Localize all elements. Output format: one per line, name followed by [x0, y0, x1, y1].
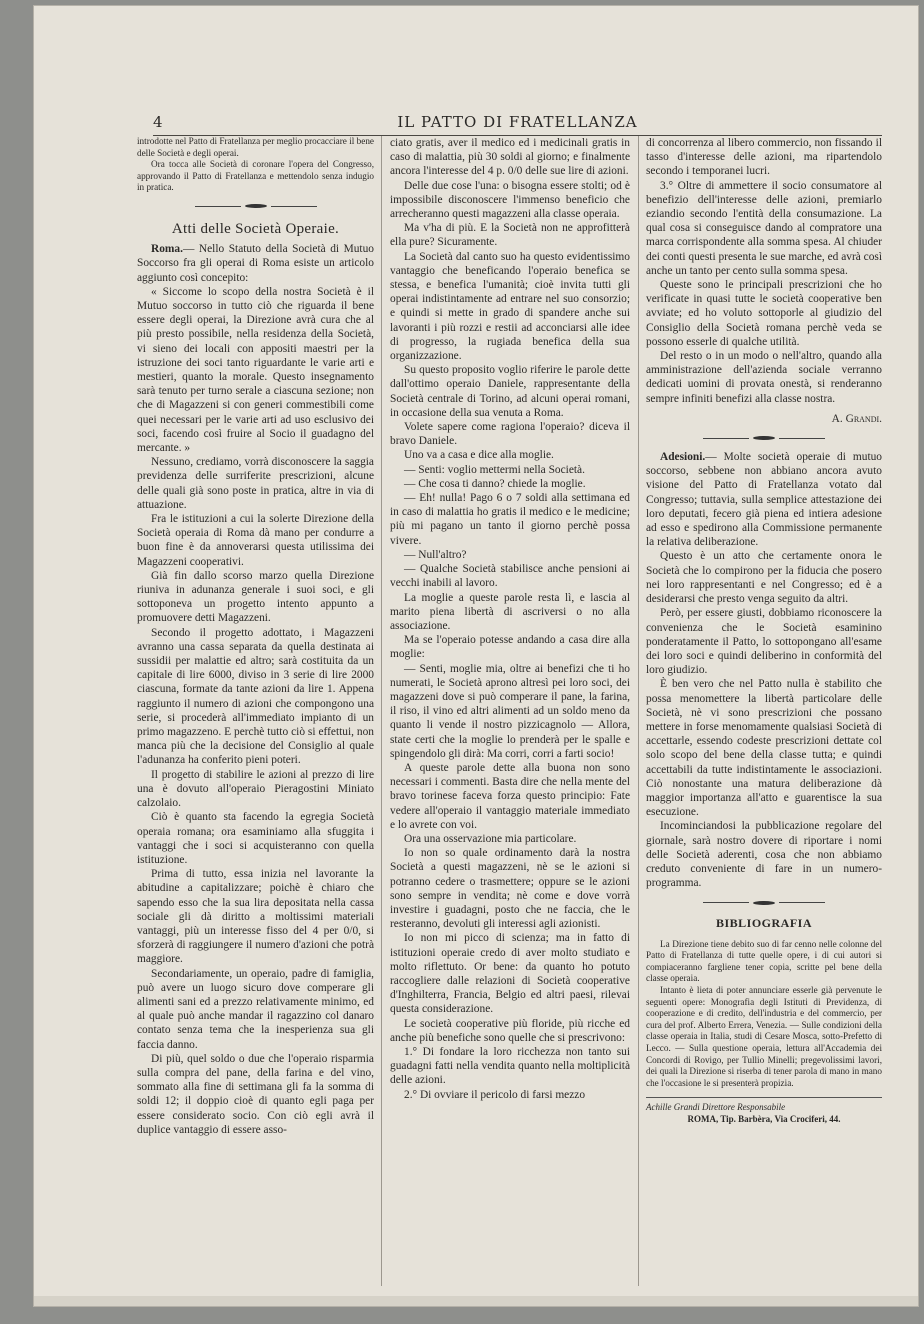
column-divider — [638, 136, 639, 1286]
masthead-title: IL PATTO DI FRATELLANZA — [397, 113, 638, 131]
article-paragraph: 3.° Oltre di ammettere il socio consumatore al benefizio dell'interesse delle azioni, premiarlo eziandio secondo l'entità della consumazione. La qual cosa si conseguisce dando al compratore una marca corrispondente alla somma spesa. Al chiuder dei conti questi presenta le sue marche, ed avrà così anche un tanto per cento sulla somma spesa. — [646, 179, 882, 277]
column-divider — [381, 136, 382, 1286]
article-paragraph: Prima di tutto, essa inizia nel lavorante la abitudine a capitalizzare; poichè è chiaro che sapendo esso che la sua lira depositata nella cassa sociale gli dà diritto a moltissimi materiali vantaggi, più un interesse fisso del 4 per 0/0, si sforzerà di raggiungere il numero d'azioni che potrà maggiore. — [137, 868, 374, 966]
page-header — [153, 113, 882, 136]
article-paragraph: Su questo proposito voglio riferire le parole dette dall'ottimo operaio Daniele, rappresentante della Società centrale di Torino, ad alcuni operai romani, in occasione della sua venuta a Roma. — [390, 364, 630, 419]
article-paragraph: Roma.— Nello Statuto della Società di Mutuo Soccorso fra gli operai di Roma esiste un articolo aggiunto così concepito: — [137, 243, 374, 284]
article-paragraph: — Che cosa ti danno? chiede la moglie. — [404, 477, 586, 490]
page-number: 4 — [153, 113, 163, 131]
article-paragraph: di concorrenza al libero commercio, non fissando il tasso d'interesse delle azioni, ma ripartendolo secondo i temporanei lucri. — [646, 137, 882, 178]
article-paragraph: Nessuno, crediamo, vorrà disconoscere la saggia previdenza delle surriferite prescrizioni, alcune delle quali già sono poste in pratica, altre in via di attuazione. — [137, 456, 374, 511]
article-paragraph: Io non so quale ordinamento darà la nostra Società a questi magazzeni, nè se le azioni si potranno cedere o trasmettere; oppure se le azioni sono sempre in vendita; nè come e dove vorrà investire i guadagni, posto che ne faccia, che le resteranno, devoluti gli interessi agli azionisti. — [390, 847, 630, 931]
ornament-divider — [646, 898, 882, 906]
imprint — [646, 1097, 882, 1125]
article-paragraph: La Società dal canto suo ha questo evidentissimo vantaggio che beneficando l'operaio benefica se stessa, e benefica l'umanità; cioè invita tutti gli operai indistintamente ad entrare nel suo consorzio; e quindi si mette in grado di spandere anche sui lavoranti i più rozzi e restii ad acconciarsi alle idee di progresso, la rugiada benefica della sua organizzazione. — [390, 250, 630, 363]
article-paragraph: Il progetto di stabilire le azioni al prezzo di lire una è dovuto all'operaio Pieragostini Miniato calzolaio. — [137, 768, 374, 810]
article-paragraph: Volete sapere come ragiona l'operaio? diceva il bravo Daniele. — [390, 421, 630, 448]
article-paragraph: 1.° Di fondare la loro ricchezza non tanto sui guadagni fatti nella vendita quanto nella moltiplicità delle azioni. — [390, 1046, 630, 1087]
article-paragraph: A queste parole dette alla buona non sono necessari i commenti. Basta dire che nella mente del bravo torinese faceva forza questo principio: Fate vedere all'operaio il vantaggio materiale immediato e lo avrete con voi. — [390, 761, 630, 831]
article-paragraph: Però, per essere giusti, dobbiamo riconoscere la convenienza che le Società esaminino ponderatamente il Patto, lo sottopongano all'esame dei loro soci e quindi deliberino in conformità del loro giudizio. — [646, 607, 882, 677]
lead-word: Roma. — [151, 243, 183, 256]
article-paragraph: — Eh! nulla! Pago 6 o 7 soldi alla settimana ed in caso di malattia ho gratis il medico e le medicine; più mi pagano un tanto il giorno perchè possa vivere. — [390, 492, 630, 547]
lead-word: Adesioni. — [660, 451, 706, 464]
author-signature: A. Grandi. — [831, 412, 882, 425]
article-paragraph: Ma se l'operaio potesse andando a casa dire alla moglie: — [390, 634, 630, 661]
article-paragraph: La moglie a queste parole resta lì, e lascia al marito piena libertà di ascriversi o no alla associazione. — [390, 591, 630, 632]
bibliography-paragraph: Intanto è lieta di poter annunciare esserle già pervenute le seguenti opere: Monografia degli Istituti di Previdenza, di cooperazione e di credito, dell'industria e del commercio, per cura del prof. Alberto Errera, Venezia. — Sulle condizioni della classe operaia in Italia, studi di Cesare Mosca, sotto-Prefetto di Lecco. — Sulla questione operaia, lettura all'Accademia dei Concordi di Rovigo, per Tullio Minelli; pregevolissimi lavori, dei quali la Direzione si riserba di tener parola di mano in mano che l'occasione le si presenterà propizia. — [646, 984, 882, 1088]
article-paragraph: Questo è un atto che certamente onora le Società che lo compirono per la fiducia che posero nei loro rappresentanti e nel Congresso; ed è a desiderarsi che presto venga seguito da altri. — [646, 550, 882, 606]
imprint-editor: Achille Grandi Direttore Responsabile — [646, 1102, 786, 1113]
article-paragraph: Incominciandosi la pubblicazione regolare del giornale, sarà nostro dovere di riportare i nomi delle Società aderenti, cosa che non abbiamo creduto conveniente di fare in un numero-programma. — [646, 820, 882, 890]
article-paragraph: — Senti, moglie mia, oltre ai benefizi che ti ho numerati, le Società aprono altresì pei loro soci, dei magazzeni dove si può comperare il pane, la farina, il riso, il vino ed altri alimenti ad un soldo meno da quanto li vende il nostro pizzicagnolo — Allora, state certi che la moglie lo prenderà per le spalle e spingendolo gli dirà: Ma corri, corri a farti socio! — [390, 662, 630, 760]
article-paragraph: ciato gratis, aver il medico ed i medicinali gratis in caso di malattia, più 30 soldi al giorno; e finalmente ancora l'interesse del 4 p. 0/0 delle sue lire di azioni. — [390, 137, 630, 178]
article-paragraph: Ora una osservazione mia particolare. — [404, 832, 577, 845]
article-paragraph: 2.° Di ovviare il pericolo di farsi mezzo — [404, 1088, 586, 1101]
intro-paragraph: Ora tocca alle Società di coronare l'opera del Congresso, approvando il Patto di Fratellanza e mettendolo senza indugio in pratica. — [137, 159, 374, 193]
article-paragraph: Io non mi picco di scienza; ma in fatto di istituzioni operaie credo di aver molto studiato e molto riflettuto. Or bene: da quanto ho potuto raccogliere dalle relazioni di Società cooperative d'Inghilterra, Francia, Belgio ed altri paesi, rilevai questa considerazione. — [390, 932, 630, 1016]
section-title: Atti delle Società Operaie. — [171, 220, 340, 237]
article-paragraph: Del resto o in un modo o nell'altro, quando alla amministrazione dell'azienda sociale verranno dedicati uomini di provata onestà, si renderanno sempre infiniti benefizi alla classe nostra. — [646, 350, 882, 405]
intro-paragraph: introdotte nel Patto di Fratellanza per meglio procacciare il bene delle Società e degli operai. — [137, 136, 374, 158]
article-paragraph: Uno va a casa e dice alla moglie. — [404, 449, 554, 462]
imprint-printer: ROMA, Tip. Barbèra, Via Crociferi, 44. — [687, 1114, 841, 1125]
article-paragraph: Fra le istituzioni a cui la solerte Direzione della Società operaia di Roma dà mano per condurre a buon fine è da annoverarsi questa utilissima dei Magazzeni cooperativi. — [137, 513, 374, 568]
article-paragraph: Le società cooperative più floride, più ricche ed anche più benefiche sono quelle che si prescrivono: — [390, 1017, 630, 1044]
article-paragraph: Ma v'ha di più. E la Società non ne approfitterà ella pure? Sicuramente. — [390, 222, 630, 249]
article-paragraph: Adesioni.— Molte società operaie di mutuo soccorso, sebbene non abbiano ancora avuto visione del Patto di Fratellanza votato dal Congresso; tuttavia, sulla semplice attestazione dei loro deputati, fecero già piena ed intiera adesione ad esso e spedirono alla Commissione permanente la relativa deliberazione. — [646, 451, 882, 549]
article-paragraph: Secondariamente, un operaio, padre di famiglia, può avere un luogo sicuro dove comperare gli alimenti sani ed a prezzo relativamente minimo, ed al quale può anche mandar il ragazzino col danaro contato senza tema che la inesperienza sua gli faccia danno. — [137, 967, 374, 1051]
article-paragraph: — Null'altro? — [404, 548, 467, 561]
article-paragraph: È ben vero che nel Patto nulla è stabilito che possa menomettere la libertà particolare delle Società, nè vi sono prescrizioni che possano mettere in forse menomamente qualsiasi Società di accettarle, essendo codeste prescrizioni dettate col solo scopo del bene della classe tutta; e quindi accettabili da tutte indistintamente le associazioni. Ciò nonostante una matura deliberazione dà maggior importanza all'atto e guarentisce la sua esecuzione. — [646, 678, 882, 819]
bibliography-paragraph: La Direzione tiene debito suo di far cenno nelle colonne del Patto di Fratellanza di tutte quelle opere, i di cui autori si compiaceranno fargliene tener copia, scritte pel bene della classe operaia. — [646, 938, 882, 984]
article-paragraph: Già fin dallo scorso marzo quella Direzione riuniva in adunanza generale i suoi soci, e gli sottoponeva un progetto intento appunto a promuovere detti Magazzeni. — [137, 569, 374, 625]
column-3 — [646, 136, 882, 1125]
column-2 — [390, 136, 630, 1102]
article-paragraph: — Senti: voglio mettermi nella Società. — [404, 463, 585, 476]
article-paragraph: « Siccome lo scopo della nostra Società è il Mutuo soccorso in tutto ciò che riguarda il bene essere degli operai, la Direzione avrà cura che al più presto possibile, nella residenza della Società, vi sieno dei locali con appositi maestri per la istruzione dei soci tanto riguardante le varie arti e mestieri, quanto la morale. Questo insegnamento sarà tenuto per turno serale a ciascuna sezione; non che di Magazzeni si con generi commestibili come quei necessari per le varie arti ad uso esclusivo dei soci, facendo così fruire al Socio il guadagno del mercante. » — [137, 285, 374, 455]
article-paragraph: — Qualche Società stabilisce anche pensioni ai vecchi inabili al lavoro. — [390, 563, 630, 590]
ornament-divider — [646, 434, 882, 442]
article-paragraph: Di più, quel soldo o due che l'operaio risparmia sulla compra del pane, della farina e del vino, sommato alla fine di settimana gli fa la somma di soldi 12; il doppio cioè di quanto egli paga per essere considerato socio. Con ciò egli avrà il duplice vantaggio di essere asso- — [137, 1052, 374, 1136]
bibliography-title: BIBLIOGRAFIA — [715, 916, 813, 931]
article-paragraph: Secondo il progetto adottato, i Magazzeni avranno una cassa separata da quella destinata ai sussidii per malattie ed altro; sarà costituita da un capitale di lire 6000, diviso in 3 serie di lire 2000 ciascuna, formate da tante azioni da lire 1. Appena raggiunto il numero di azioni che compongono una serie, si procederà all'immediato impianto di un primo magazzeno. E perchè tutto ciò si effettui, non manca più che la decisione del Consiglio al quale l'adunanza ha conferito pieni poteri. — [137, 626, 374, 767]
ornament-divider — [137, 202, 374, 210]
article-paragraph: Queste sono le principali prescrizioni che ho verificate in quasi tutte le società cooperative ben avviate; ed ho voluto sottoporle al giudizio del Consiglio della Società romana perchè veda se possono esserle di qualche utilità. — [646, 279, 882, 348]
article-paragraph: Delle due cose l'una: o bisogna essere stolti; od è impossibile disconoscere l'immenso beneficio che arrecheranno questi magazzeni alla classe operaia. — [390, 179, 630, 221]
article-paragraph: Ciò è quanto sta facendo la egregia Società operaia romana; ora esaminiamo alla sfuggita i vantaggi che i soci si acquisteranno con quella istituzione. — [137, 811, 374, 866]
column-1 — [137, 136, 374, 1137]
